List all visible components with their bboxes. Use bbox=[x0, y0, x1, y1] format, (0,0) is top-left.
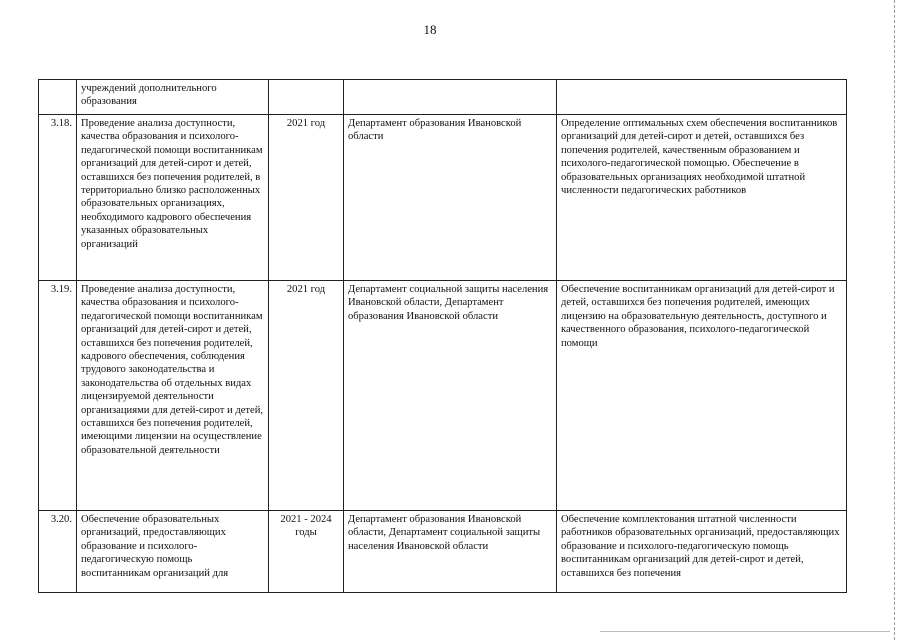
row-number: 3.19. bbox=[39, 281, 77, 511]
term-cell: 2021 год bbox=[269, 281, 344, 511]
measures-table bbox=[38, 79, 847, 593]
row-number bbox=[39, 80, 77, 115]
action-cell: Проведение анализа доступности, качества образования и психолого-педагогической помощи воспитанникам организаций для детей-сирот и детей, оставшихся без попечения родителей, в территориально близко расположенных образовательных организациях, необходимого кадрового обеспечения указанных образовательных организаций bbox=[77, 115, 269, 281]
table-row bbox=[39, 511, 847, 593]
row-number: 3.20. bbox=[39, 511, 77, 593]
result-cell: Определение оптимальных схем обеспечения воспитанников организаций для детей-сирот и детей, оставшихся без попечения родителей, качественным образованием и психолого-педагогической помощью. Обеспечение в образовательных организациях необходимой штатной численности педагогических работников bbox=[557, 115, 847, 281]
term-cell: 2021 - 2024 годы bbox=[269, 511, 344, 593]
table-row bbox=[39, 80, 847, 115]
action-cell: Обеспечение образовательных организаций, предоставляющих образование и психолого-педагогическую помощь воспитанникам организаций для bbox=[77, 511, 269, 593]
result-cell: Обеспечение воспитанникам организаций для детей-сирот и детей, оставшихся без попечения родителей, имеющих лицензию на образовательную деятельность, доступного и качественного образования, психолого-педагогической помощи bbox=[557, 281, 847, 511]
term-cell: 2021 год bbox=[269, 115, 344, 281]
page-number: 18 bbox=[423, 22, 437, 37]
result-cell: Обеспечение комплектования штатной численности работников образовательных организаций, предоставляющих образование и психолого-педагогическую помощь воспитанникам организаций для детей-сирот и детей, оставшихся без попечения bbox=[557, 511, 847, 593]
responsible-cell bbox=[344, 80, 557, 115]
table-row bbox=[39, 281, 847, 511]
responsible-cell: Департамент образования Ивановской области bbox=[344, 115, 557, 281]
scan-edge-line bbox=[892, 0, 895, 640]
action-cell: учреждений дополнительного образования bbox=[77, 80, 269, 115]
scan-fold-line bbox=[600, 631, 890, 632]
row-number: 3.18. bbox=[39, 115, 77, 281]
table-row bbox=[39, 115, 847, 281]
term-cell bbox=[269, 80, 344, 115]
action-cell: Проведение анализа доступности, качества образования и психолого-педагогической помощи воспитанникам организаций для детей-сирот и детей, оставшихся без попечения родителей, кадрового обеспечения, соблюдения трудового законодательства и законодательства об отдельных видах лицензируемой деятельности организациями для детей-сирот и детей, оставшихся без попечения родителей, имеющими лицензии на осуществление образовательной деятельности bbox=[77, 281, 269, 511]
responsible-cell: Департамент образования Ивановской области, Департамент социальной защиты населения Ивановской области bbox=[344, 511, 557, 593]
responsible-cell: Департамент социальной защиты населения Ивановской области, Департамент образования Ивановской области bbox=[344, 281, 557, 511]
result-cell bbox=[557, 80, 847, 115]
